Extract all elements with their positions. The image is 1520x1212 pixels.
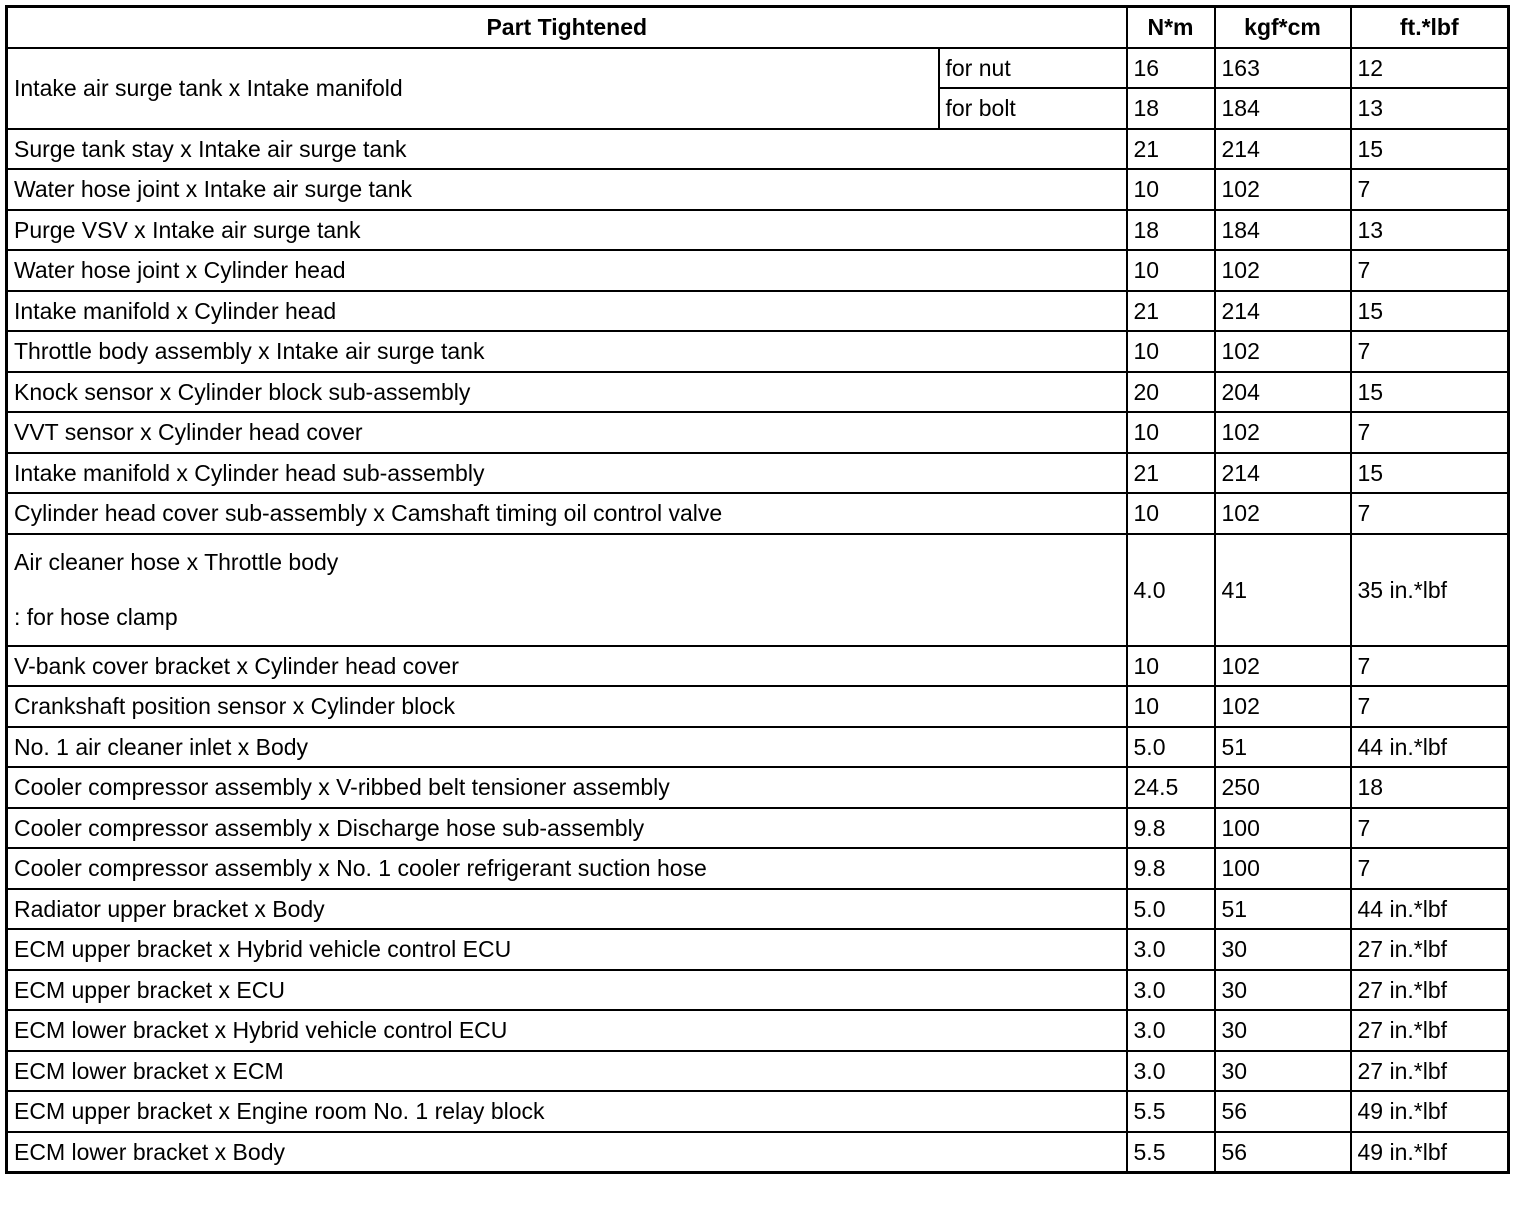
kgfcm-cell: 56 bbox=[1215, 1132, 1351, 1173]
header-nm: N*m bbox=[1127, 7, 1215, 48]
nm-cell: 5.0 bbox=[1127, 889, 1215, 930]
part-cell: Intake manifold x Cylinder head sub-assembly bbox=[7, 453, 1127, 494]
table-row bbox=[7, 767, 1509, 808]
table-row bbox=[7, 372, 1509, 413]
part-note: : for hose clamp bbox=[14, 603, 178, 630]
kgfcm-cell: 250 bbox=[1215, 767, 1351, 808]
nm-cell: 20 bbox=[1127, 372, 1215, 413]
ftlbf-cell: 7 bbox=[1351, 493, 1509, 534]
part-cell: ECM upper bracket x Engine room No. 1 relay block bbox=[7, 1091, 1127, 1132]
ftlbf-cell: 15 bbox=[1351, 129, 1509, 170]
nm-cell: 10 bbox=[1127, 250, 1215, 291]
kgfcm-cell: 214 bbox=[1215, 453, 1351, 494]
nm-cell: 9.8 bbox=[1127, 848, 1215, 889]
part-cell: Surge tank stay x Intake air surge tank bbox=[7, 129, 1127, 170]
nm-cell: 21 bbox=[1127, 129, 1215, 170]
part-cell: Water hose joint x Intake air surge tank bbox=[7, 169, 1127, 210]
ftlbf-cell: 7 bbox=[1351, 646, 1509, 687]
ftlbf-cell: 13 bbox=[1351, 210, 1509, 251]
table-row bbox=[7, 1051, 1509, 1092]
table-row bbox=[7, 848, 1509, 889]
ftlbf-cell: 15 bbox=[1351, 372, 1509, 413]
nm-cell: 10 bbox=[1127, 493, 1215, 534]
part-cell: Intake manifold x Cylinder head bbox=[7, 291, 1127, 332]
table-row bbox=[7, 686, 1509, 727]
fastener-type-cell: for nut bbox=[939, 48, 1127, 89]
table-row bbox=[7, 1091, 1509, 1132]
table-row bbox=[7, 453, 1509, 494]
kgfcm-cell: 30 bbox=[1215, 970, 1351, 1011]
part-cell: ECM upper bracket x ECU bbox=[7, 970, 1127, 1011]
torque-spec-table bbox=[5, 5, 1510, 1174]
kgfcm-cell: 51 bbox=[1215, 889, 1351, 930]
kgfcm-cell: 102 bbox=[1215, 331, 1351, 372]
torque-spec-table-container bbox=[5, 5, 1510, 1174]
nm-cell: 5.0 bbox=[1127, 727, 1215, 768]
kgfcm-cell: 214 bbox=[1215, 129, 1351, 170]
table-row bbox=[7, 646, 1509, 687]
nm-cell: 24.5 bbox=[1127, 767, 1215, 808]
ftlbf-cell: 15 bbox=[1351, 453, 1509, 494]
part-cell: Knock sensor x Cylinder block sub-assembly bbox=[7, 372, 1127, 413]
nm-cell: 10 bbox=[1127, 169, 1215, 210]
table-row bbox=[7, 1010, 1509, 1051]
part-cell: Radiator upper bracket x Body bbox=[7, 889, 1127, 930]
part-cell: ECM upper bracket x Hybrid vehicle control ECU bbox=[7, 929, 1127, 970]
ftlbf-cell: 27 in.*lbf bbox=[1351, 970, 1509, 1011]
ftlbf-cell: 12 bbox=[1351, 48, 1509, 89]
ftlbf-cell: 49 in.*lbf bbox=[1351, 1091, 1509, 1132]
part-cell: Water hose joint x Cylinder head bbox=[7, 250, 1127, 291]
kgfcm-cell: 30 bbox=[1215, 1051, 1351, 1092]
part-cell: Crankshaft position sensor x Cylinder block bbox=[7, 686, 1127, 727]
nm-cell: 18 bbox=[1127, 210, 1215, 251]
fastener-type-cell: for bolt bbox=[939, 88, 1127, 129]
table-row bbox=[7, 250, 1509, 291]
kgfcm-cell: 56 bbox=[1215, 1091, 1351, 1132]
part-cell: V-bank cover bracket x Cylinder head cover bbox=[7, 646, 1127, 687]
table-row bbox=[7, 534, 1509, 646]
nm-cell: 5.5 bbox=[1127, 1132, 1215, 1173]
table-row bbox=[7, 889, 1509, 930]
kgfcm-cell: 102 bbox=[1215, 686, 1351, 727]
kgfcm-cell: 204 bbox=[1215, 372, 1351, 413]
table-row bbox=[7, 929, 1509, 970]
ftlbf-cell: 15 bbox=[1351, 291, 1509, 332]
table-row bbox=[7, 1132, 1509, 1173]
ftlbf-cell: 13 bbox=[1351, 88, 1509, 129]
ftlbf-cell: 27 in.*lbf bbox=[1351, 1010, 1509, 1051]
header-part-tightened: Part Tightened bbox=[7, 7, 1127, 48]
part-cell: Cooler compressor assembly x Discharge hose sub-assembly bbox=[7, 808, 1127, 849]
part-cell: Purge VSV x Intake air surge tank bbox=[7, 210, 1127, 251]
ftlbf-cell: 7 bbox=[1351, 331, 1509, 372]
part-cell: Cylinder head cover sub-assembly x Camshaft timing oil control valve bbox=[7, 493, 1127, 534]
part-cell: ECM lower bracket x Hybrid vehicle control ECU bbox=[7, 1010, 1127, 1051]
kgfcm-cell: 30 bbox=[1215, 929, 1351, 970]
ftlbf-cell: 44 in.*lbf bbox=[1351, 727, 1509, 768]
kgfcm-cell: 184 bbox=[1215, 88, 1351, 129]
nm-cell: 10 bbox=[1127, 686, 1215, 727]
kgfcm-cell: 102 bbox=[1215, 169, 1351, 210]
nm-cell: 3.0 bbox=[1127, 1051, 1215, 1092]
nm-cell: 9.8 bbox=[1127, 808, 1215, 849]
nm-cell: 3.0 bbox=[1127, 970, 1215, 1011]
part-cell: ECM lower bracket x ECM bbox=[7, 1051, 1127, 1092]
table-row bbox=[7, 331, 1509, 372]
nm-cell: 21 bbox=[1127, 453, 1215, 494]
nm-cell: 21 bbox=[1127, 291, 1215, 332]
table-row bbox=[7, 970, 1509, 1011]
part-cell: No. 1 air cleaner inlet x Body bbox=[7, 727, 1127, 768]
kgfcm-cell: 102 bbox=[1215, 250, 1351, 291]
nm-cell: 3.0 bbox=[1127, 1010, 1215, 1051]
kgfcm-cell: 51 bbox=[1215, 727, 1351, 768]
table-row bbox=[7, 727, 1509, 768]
ftlbf-cell: 7 bbox=[1351, 412, 1509, 453]
table-row bbox=[7, 493, 1509, 534]
kgfcm-cell: 184 bbox=[1215, 210, 1351, 251]
part-cell: ECM lower bracket x Body bbox=[7, 1132, 1127, 1173]
kgfcm-cell: 100 bbox=[1215, 848, 1351, 889]
kgfcm-cell: 30 bbox=[1215, 1010, 1351, 1051]
nm-cell: 3.0 bbox=[1127, 929, 1215, 970]
nm-cell: 10 bbox=[1127, 646, 1215, 687]
ftlbf-cell: 7 bbox=[1351, 848, 1509, 889]
nm-cell: 18 bbox=[1127, 88, 1215, 129]
table-row bbox=[7, 210, 1509, 251]
table-row bbox=[7, 169, 1509, 210]
ftlbf-cell: 27 in.*lbf bbox=[1351, 1051, 1509, 1092]
part-cell bbox=[7, 534, 1127, 646]
part-cell: Cooler compressor assembly x No. 1 cooler refrigerant suction hose bbox=[7, 848, 1127, 889]
kgfcm-cell: 214 bbox=[1215, 291, 1351, 332]
nm-cell: 16 bbox=[1127, 48, 1215, 89]
nm-cell: 5.5 bbox=[1127, 1091, 1215, 1132]
kgfcm-cell: 102 bbox=[1215, 493, 1351, 534]
part-cell: Throttle body assembly x Intake air surge tank bbox=[7, 331, 1127, 372]
kgfcm-cell: 102 bbox=[1215, 412, 1351, 453]
table-row bbox=[7, 129, 1509, 170]
part-cell: Intake air surge tank x Intake manifold bbox=[7, 48, 939, 129]
kgfcm-cell: 100 bbox=[1215, 808, 1351, 849]
kgfcm-cell: 41 bbox=[1215, 534, 1351, 646]
header-ftlbf: ft.*lbf bbox=[1351, 7, 1509, 48]
ftlbf-cell: 27 in.*lbf bbox=[1351, 929, 1509, 970]
ftlbf-cell: 35 in.*lbf bbox=[1351, 534, 1509, 646]
ftlbf-cell: 49 in.*lbf bbox=[1351, 1132, 1509, 1173]
ftlbf-cell: 7 bbox=[1351, 808, 1509, 849]
table-row bbox=[7, 48, 1509, 89]
table-header-row bbox=[7, 7, 1509, 48]
nm-cell: 10 bbox=[1127, 331, 1215, 372]
table-row bbox=[7, 291, 1509, 332]
header-kgfcm: kgf*cm bbox=[1215, 7, 1351, 48]
ftlbf-cell: 18 bbox=[1351, 767, 1509, 808]
ftlbf-cell: 7 bbox=[1351, 169, 1509, 210]
kgfcm-cell: 102 bbox=[1215, 646, 1351, 687]
part-name: Air cleaner hose x Throttle body bbox=[14, 548, 339, 575]
nm-cell: 10 bbox=[1127, 412, 1215, 453]
nm-cell: 4.0 bbox=[1127, 534, 1215, 646]
part-cell: VVT sensor x Cylinder head cover bbox=[7, 412, 1127, 453]
ftlbf-cell: 7 bbox=[1351, 250, 1509, 291]
ftlbf-cell: 7 bbox=[1351, 686, 1509, 727]
table-row bbox=[7, 412, 1509, 453]
kgfcm-cell: 163 bbox=[1215, 48, 1351, 89]
table-row bbox=[7, 808, 1509, 849]
part-cell: Cooler compressor assembly x V-ribbed belt tensioner assembly bbox=[7, 767, 1127, 808]
ftlbf-cell: 44 in.*lbf bbox=[1351, 889, 1509, 930]
